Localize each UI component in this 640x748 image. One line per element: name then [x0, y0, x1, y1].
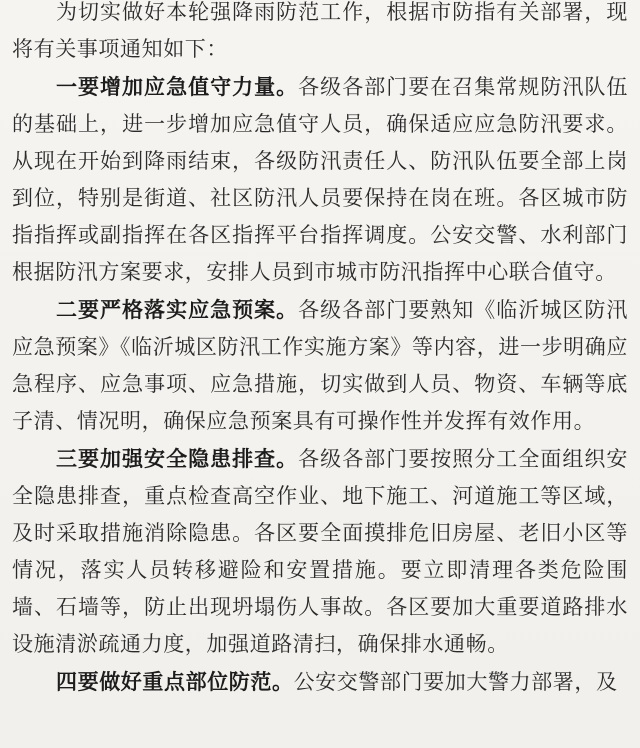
document-body [12, 0, 628, 701]
item-2-heading: 二要严格落实应急预案。 [56, 297, 299, 322]
item-4-heading: 四要做好重点部位防范。 [56, 669, 294, 694]
item-3-heading: 三要加强安全隐患排查。 [56, 446, 299, 471]
item-1-paragraph [12, 68, 628, 291]
item-2-paragraph [12, 291, 628, 440]
item-4-text: 公安交警部门要加大警力部署，及 [293, 670, 618, 694]
intro-paragraph-text: 为切实做好本轮强降雨防范工作，根据市防指有关部署，现将有关事项通知如下： [12, 0, 628, 61]
item-4-paragraph [12, 663, 628, 701]
item-1-heading: 一要增加应急值守力量。 [56, 74, 299, 99]
item-3-text: 各级各部门要按照分工全面组织安全隐患排查，重点检查高空作业、地下施工、河道施工等区域，及时采取措施消除隐患。各区要全面摸排危旧房屋、老旧小区等情况，落实人员转移避险和安置措施。要立即清理各类危险围墙、石墙等，防止出现坍塌伤人事故。各区要加大重要道路排水设施清淤疏通力度，加强道路清扫，确保排水通畅。 [12, 447, 628, 656]
item-2-text: 各级各部门要熟知《临沂城区防汛应急预案》《临沂城区防汛工作实施方案》等内容，进一步明确应急程序、应急事项、应急措施，切实做到人员、物资、车辆等底子清、情况明，确保应急预案具有可操作性并发挥有效作用。 [12, 298, 628, 433]
intro-paragraph [12, 0, 628, 68]
item-3-paragraph [12, 440, 628, 663]
item-1-text: 各级各部门要在召集常规防汛队伍的基础上，进一步增加应急值守人员，确保适应应急防汛要求。从现在开始到降雨结束，各级防汛责任人、防汛队伍要全部上岗到位，特别是街道、社区防汛人员要保持在岗在班。各区城市防指指挥或副指挥在各区指挥平台指挥调度。公安交警、水利部门根据防汛方案要求，安排人员到市城市防汛指挥中心联合值守。 [12, 75, 628, 284]
